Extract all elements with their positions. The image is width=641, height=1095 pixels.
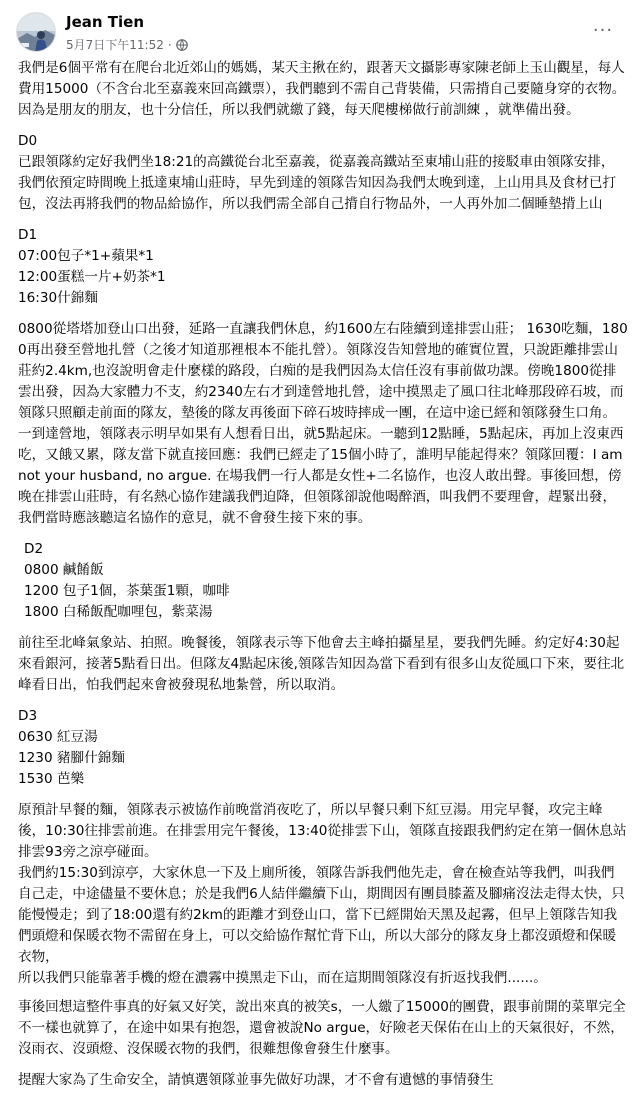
paragraph-day2-menu: D2 0800 鹹餚飯 1200 包子1個，茶葉蛋1顆，咖啡 1800 白稀飯配咖哩包，紫菜湯 <box>24 541 230 620</box>
paragraph-reminder: 提醒大家為了生命安全，請慎選領隊並事先做好功課，才不會有遺憾的事情發生 <box>18 1072 494 1088</box>
author-name[interactable]: Jean Tien <box>66 13 145 31</box>
post-body <box>18 58 628 1091</box>
author-avatar[interactable] <box>16 12 56 52</box>
post-meta <box>66 36 188 53</box>
post-timestamp[interactable]: 5月7日下午11:52 <box>66 38 164 52</box>
avatar-photo-icon <box>17 13 56 52</box>
paragraph-day2-story: 前往至北峰氣象站、拍照。晚餐後，領隊表示等下他會去主峰拍攝星星，要我們先睡。約定好4:30起來看銀河，接著5點看日出。但隊友4點起床後,領隊告知因為當下看到有很多山友從風口下來，要往北峰看日出，怕我們起來會被發現私地紮營，所以取消。 <box>18 635 625 693</box>
paragraph-day1-menu: D1 07:00包子*1+蘋果*1 12:00蛋糕一片+奶茶*1 16:30什錦麵 <box>18 227 166 306</box>
paragraph-day3-story: 原預計早餐的麵，領隊表示被協作前晚當消夜吃了，所以早餐只剩下紅豆湯。用完早餐，攻完主峰後，10:30往排雲前進。在排雲用完午餐後，13:40從排雲下山，領隊直接跟我們約定在第一個休息站排雲93旁之涼亭碰面。 我們約15:30到涼亭，大家休息一下及上廁所後，領隊告訴我們他先走，會在檢查站等我們，叫我們自己走，中途儘量不要休息；於是我們6人結伴繼續下山，期間因有團員膝蓋及腳痛沒法走得太快，只能慢慢走；到了18:00還有約2km的距離才到登山口，當下已經開始天黑及起霧，但早上領隊告知我們頭燈和保暖衣物不需留在身上，可以交給協作幫忙背下山，所以大部分的隊友身上都沒頭燈和保暖衣物， 所以我們只能靠著手機的燈在濃霧中摸黑走下山，而在這期間領隊沒有折返找我們......。 <box>18 802 627 986</box>
meta-separator: · <box>167 37 172 52</box>
paragraph-reflection: 事後回想這整件事真的好氣又好笑，說出來真的被笑s，一人繳了15000的團費，跟事前開的菜單完全不一樣也就算了，在途中如果有抱怨，還會被說No argue，好險老天保佑在山上的天氣很好，不然，沒雨衣、沒頭燈、沒保暖衣物的我們，很難想像會發生什麼事。 <box>18 999 626 1057</box>
globe-icon[interactable] <box>176 39 188 51</box>
paragraph-day3-menu: D3 0630 紅豆湯 1230 豬腳什錦麵 1530 芭樂 <box>18 708 125 787</box>
paragraph-day0: D0 已跟領隊約定好我們坐18:21的高鐵從台北至嘉義，從嘉義高鐵站至東埔山莊的接駁車由領隊安排，我們依預定時間晚上抵達東埔山莊時，早先到達的領隊告知因為我們太晚到達，上山用具及食材已打包，沒法再將我們的物品給協作，所以我們需全部自己揹自行物品外，一人再外加二個睡墊揹上山 <box>18 133 617 212</box>
paragraph-day1-story: 0800從塔塔加登山口出發，延路一直讓我們休息，約1600左右陸續到達排雲山莊； 1630吃麵，1800再出發至營地扎營（之後才知道那裡根本不能扎營）。領隊沒告知營地的確實位置，只說距離排雲山莊約2.4km,也沒說明會走什麼樣的路段，白痴的是我們因為太信任沒有事前做功課。傍晚1800從排雲出發，因為大家體力不支，約2340左右才到達營地扎營，途中摸黑走了風口往北峰那段碎石坡，而領隊只照顧走前面的隊友，墊後的隊友再後面下碎石坡時摔成一團，在這中途已經和領隊發生口角。一到達營地，領隊表示明早如果有人想看日出，就5點起床。一聽到12點睡，5點起床，再加上沒東西吃，又餓又累，隊友當下就直接回應：我們已經走了15個小時了，誰明早能起得來？領隊回覆：I am not your husband, no argue. 在場我們一行人都是女性+二名協作，也沒人敢出聲。事後回想，傍晚在排雲山莊時，有名熱心協作建議我們迫降，但領隊卻說他喝醉酒，叫我們不要理會，趕緊出發，我們當時應該聽這名協作的意見，就不會發生接下來的事。 <box>18 321 628 526</box>
post-header <box>16 12 625 56</box>
paragraph-intro: 我們是6個平常有在爬台北近郊山的媽媽，某天主揪在約，跟著天文攝影專家陳老師上玉山觀星，每人費用15000（不含台北至嘉義來回高鐵票），我們聽到不需自己背裝備，只需揹自己要隨身穿的衣物。因為是朋友的朋友，也十分信任，所以我們就繳了錢，每天爬樓梯做行前訓練 ，就準備出發。 <box>18 60 626 118</box>
more-options-icon[interactable]: ··· <box>592 19 614 41</box>
